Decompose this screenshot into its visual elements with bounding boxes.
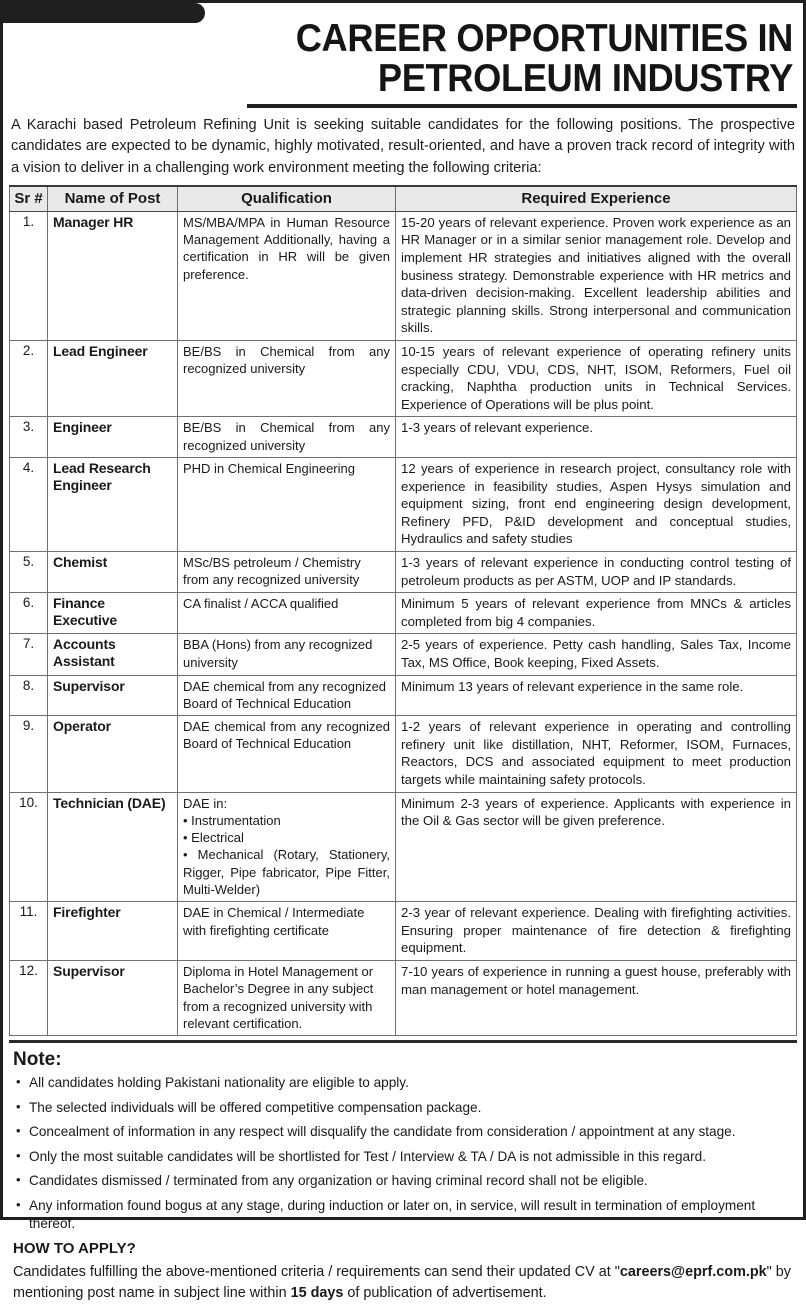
cell-post: Operator bbox=[48, 716, 178, 792]
apply-text-2: " by mentioning post name in subject line within bbox=[13, 1264, 791, 1302]
column-header-experience: Required Experience bbox=[396, 186, 797, 212]
cell-sr: 6. bbox=[10, 593, 48, 634]
intro-paragraph: A Karachi based Petroleum Refining Unit is seeking suitable candidates for the following positions. The prospective candidates are expected to be dynamic, highly motivated, result-oriented, and have a proven track record of integrity with a vision to deliver in a challenging work environment meeting the following criteria: bbox=[11, 117, 795, 176]
jobs-table bbox=[9, 185, 797, 1036]
note-item: • All candidates holding Pakistani nationality are eligible to apply. bbox=[13, 1074, 793, 1092]
ad-header bbox=[9, 3, 797, 185]
cell-experience: Minimum 5 years of relevant experience from MNCs & articles completed from big 4 companies. bbox=[396, 593, 797, 634]
cell-qualification: MS/MBA/MPA in Human Resource Management Additionally, having a certification in HR will be given preference. bbox=[178, 211, 396, 340]
page-title bbox=[9, 19, 797, 99]
cell-qualification: PHD in Chemical Engineering bbox=[178, 458, 396, 552]
cell-experience: 15-20 years of relevant experience. Proven work experience as an HR Manager or in a similar senior management role. Develop and implement HR strategies and initiatives aligned with the overall business strategy. Demonstrable experience with HR metrics and data-driven decision-making. Excellent leadership abilities and strategic planning skills. Strong interpersonal and communication skills. bbox=[396, 211, 797, 340]
cell-experience: Minimum 13 years of relevant experience in the same role. bbox=[396, 675, 797, 716]
table-row bbox=[10, 634, 797, 675]
column-header-sr: Sr # bbox=[10, 186, 48, 212]
note-title: Note: bbox=[13, 1049, 62, 1071]
cell-qualification: Diploma in Hotel Management or Bachelor’s Degree in any subject from a recognized university with relevant certification. bbox=[178, 961, 396, 1036]
title-line-2: PETROLEUM INDUSTRY bbox=[377, 57, 793, 100]
apply-text-3: of publication of advertisement. bbox=[343, 1285, 547, 1302]
note-list bbox=[13, 1074, 793, 1233]
cell-post: Supervisor bbox=[48, 961, 178, 1036]
cell-experience: 2-3 year of relevant experience. Dealing with firefighting activities. Ensuring proper maintenance of fire detection & firefighting equipment. bbox=[396, 902, 797, 961]
table-row bbox=[10, 961, 797, 1036]
cell-sr: 4. bbox=[10, 458, 48, 552]
cell-qualification: DAE chemical from any recognized Board of Technical Education bbox=[178, 716, 396, 792]
cell-sr: 1. bbox=[10, 211, 48, 340]
cell-sr: 7. bbox=[10, 634, 48, 675]
note-item: • The selected individuals will be offered competitive compensation package. bbox=[13, 1099, 793, 1117]
cell-post: Manager HR bbox=[48, 211, 178, 340]
table-row bbox=[10, 593, 797, 634]
cell-qualification: CA finalist / ACCA qualified bbox=[178, 593, 396, 634]
apply-email[interactable]: careers@eprf.com.pk bbox=[619, 1264, 767, 1281]
qualification-item: • Electrical bbox=[183, 830, 244, 846]
table-row bbox=[10, 341, 797, 417]
column-header-qualification: Qualification bbox=[178, 186, 396, 212]
table-row bbox=[10, 551, 797, 592]
cell-experience: 12 years of experience in research project, consultancy role with experience in feasibility studies, Aspen Hysys simulation and equipment sizing, front end engineering design development, Refinery PFD, P&ID development and conceptual studies, Hydraulics and safety studies bbox=[396, 458, 797, 552]
title-underline bbox=[247, 104, 797, 108]
cell-sr: 2. bbox=[10, 341, 48, 417]
note-item: • Candidates dismissed / terminated from any organization or having criminal record shall not be eligible. bbox=[13, 1172, 793, 1190]
cell-post: Accounts Assistant bbox=[48, 634, 178, 675]
qualification-intro: DAE in: bbox=[183, 795, 228, 811]
cell-experience: 2-5 years of experience. Petty cash handling, Sales Tax, Income Tax, MS Office, Book keeping, Fixed Assets. bbox=[396, 634, 797, 675]
cell-qualification: MSc/BS petroleum / Chemistry from any recognized university bbox=[178, 551, 396, 592]
qualification-item: • Instrumentation bbox=[183, 812, 281, 828]
cell-sr: 5. bbox=[10, 551, 48, 592]
table-header-row bbox=[10, 186, 797, 212]
cell-post: Lead Research Engineer bbox=[48, 458, 178, 552]
cell-post: Engineer bbox=[48, 417, 178, 458]
corner-tab-decoration bbox=[0, 3, 205, 23]
note-section bbox=[9, 1043, 797, 1304]
how-to-apply-body bbox=[13, 1262, 793, 1304]
cell-sr: 9. bbox=[10, 716, 48, 792]
table-row bbox=[10, 902, 797, 961]
cell-sr: 3. bbox=[10, 417, 48, 458]
table-row bbox=[10, 417, 797, 458]
cell-qualification: BE/BS in Chemical from any recognized university bbox=[178, 417, 396, 458]
cell-experience: 10-15 years of relevant experience of operating refinery units especially CDU, VDU, CDS, NHT, ISOM, Reformers, Fuel oil cracking, Naphtha production units in Technical Services. Experience of Operations will be plus point. bbox=[396, 341, 797, 417]
cell-sr: 8. bbox=[10, 675, 48, 716]
cell-experience: 1-2 years of relevant experience in operating and controlling refinery unit like distillation, NHT, Reformer, ISOM, Furnaces, Reactors, DCS and associated equipment to meet production targets while maintaining safety protocols. bbox=[396, 716, 797, 792]
qualification-item: • Mechanical (Rotary, Stationery, Rigger, Pipe fabricator, Pipe Fitter, Multi-Welder) bbox=[183, 847, 390, 897]
table-row bbox=[10, 716, 797, 792]
note-item: • Concealment of information in any respect will disqualify the candidate from consideration / appointment at any stage. bbox=[13, 1123, 793, 1141]
apply-duration: 15 days bbox=[290, 1285, 344, 1302]
cell-post: Lead Engineer bbox=[48, 341, 178, 417]
cell-qualification bbox=[178, 792, 396, 902]
qualification-items bbox=[183, 812, 390, 898]
cell-qualification: DAE chemical from any recognized Board of Technical Education bbox=[178, 675, 396, 716]
cell-qualification: DAE in Chemical / Intermediate with firefighting certificate bbox=[178, 902, 396, 961]
cell-experience: Minimum 2-3 years of experience. Applicants with experience in the Oil & Gas sector will be given preference. bbox=[396, 792, 797, 902]
cell-sr: 10. bbox=[10, 792, 48, 902]
cell-sr: 12. bbox=[10, 961, 48, 1036]
cell-post: Supervisor bbox=[48, 675, 178, 716]
note-item: • Any information found bogus at any stage, during induction or later on, in service, will result in termination of employment thereof. bbox=[13, 1197, 793, 1233]
apply-text-1: Candidates fulfilling the above-mentioned criteria / requirements can send their updated CV at " bbox=[13, 1264, 620, 1281]
cell-experience: 1-3 years of relevant experience. bbox=[396, 417, 797, 458]
cell-qualification: BE/BS in Chemical from any recognized university bbox=[178, 341, 396, 417]
title-line-1: CAREER OPPORTUNITIES IN bbox=[295, 17, 793, 60]
cell-post: Finance Executive bbox=[48, 593, 178, 634]
cell-experience: 1-3 years of relevant experience in conducting control testing of petroleum products as per ASTM, UOP and IP standards. bbox=[396, 551, 797, 592]
column-header-post: Name of Post bbox=[48, 186, 178, 212]
table-row bbox=[10, 675, 797, 716]
table-row bbox=[10, 792, 797, 902]
cell-post: Firefighter bbox=[48, 902, 178, 961]
note-item: • Only the most suitable candidates will be shortlisted for Test / Interview & TA / DA is not admissible in this regard. bbox=[13, 1148, 793, 1166]
cell-experience: 7-10 years of experience in running a guest house, preferably with man management or hotel management. bbox=[396, 961, 797, 1036]
cell-post: Technician (DAE) bbox=[48, 792, 178, 902]
table-row bbox=[10, 211, 797, 340]
cell-post: Chemist bbox=[48, 551, 178, 592]
cell-qualification: BBA (Hons) from any recognized university bbox=[178, 634, 396, 675]
how-to-apply-title: HOW TO APPLY? bbox=[13, 1240, 136, 1258]
table-row bbox=[10, 458, 797, 552]
cell-sr: 11. bbox=[10, 902, 48, 961]
